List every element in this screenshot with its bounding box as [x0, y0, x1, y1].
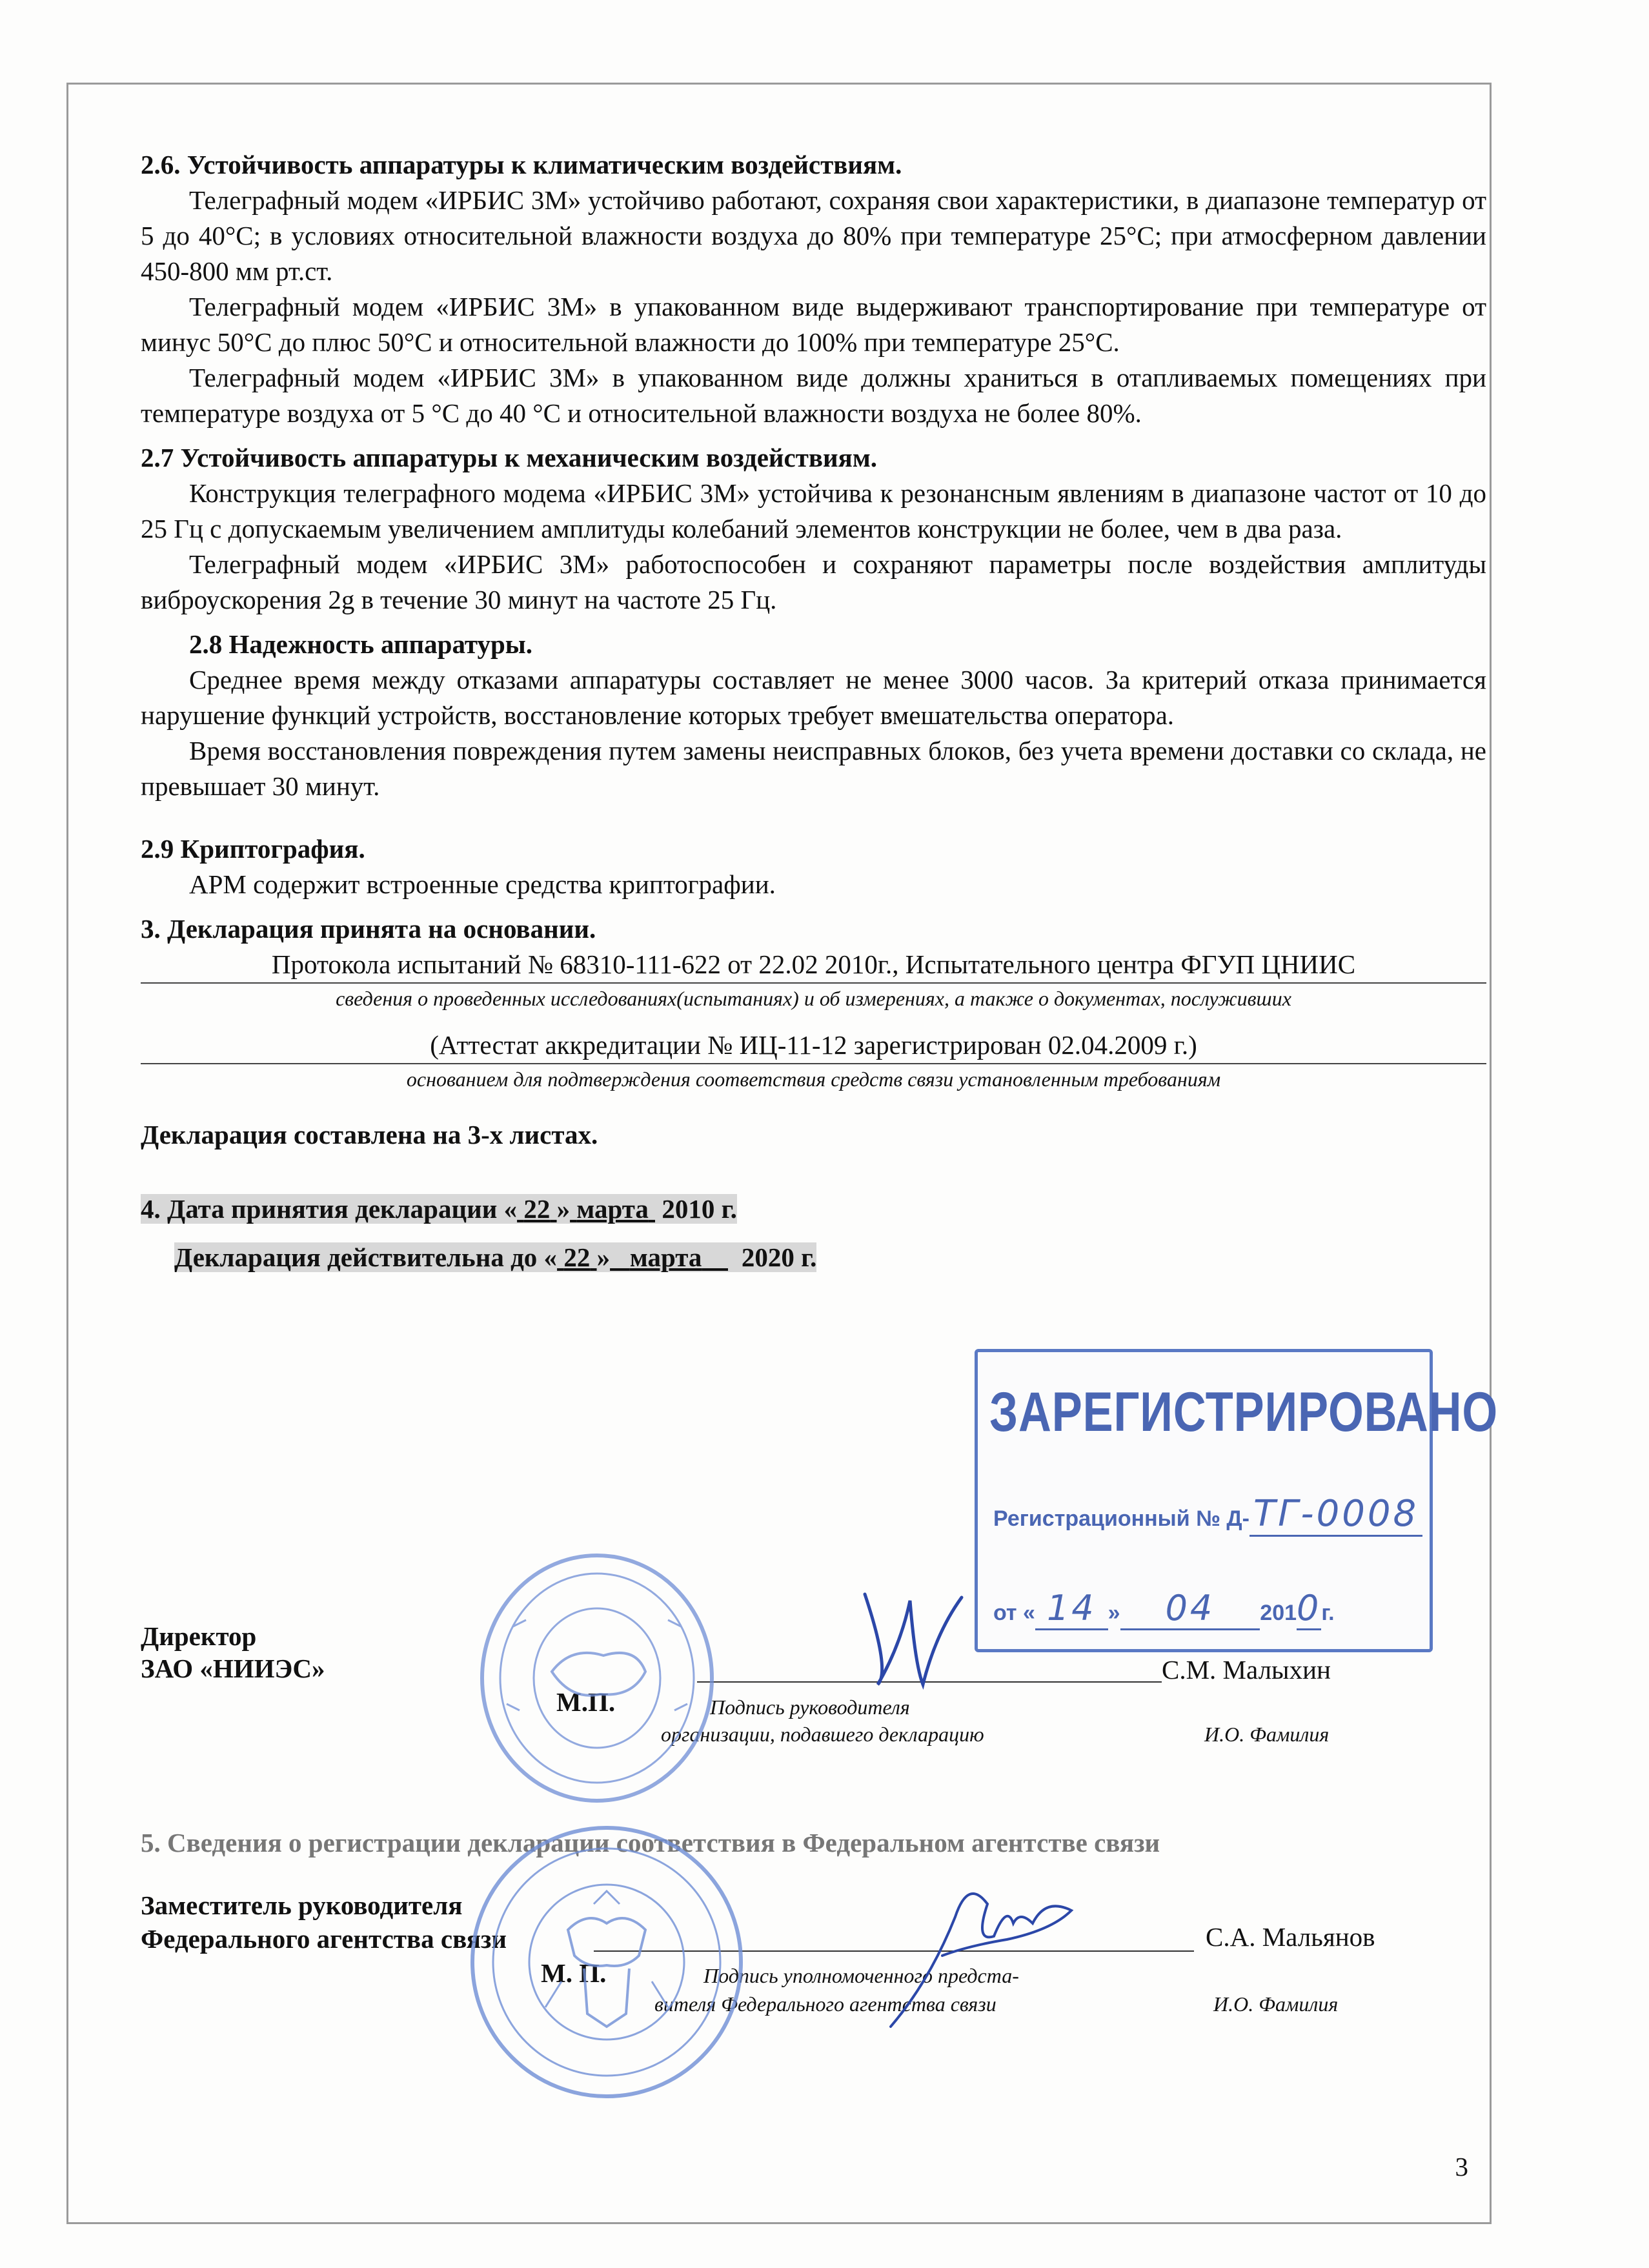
acceptance-date	[141, 1191, 1486, 1227]
deputy-signature-icon	[839, 1827, 1123, 2046]
registration-number: Регистрационный № Д- ТГ-0008	[993, 1493, 1422, 1535]
deputy-caption-1: Подпись уполномоченного предста-	[703, 1964, 1019, 1987]
deputy-title-line1: Заместитель руководителя	[141, 1890, 463, 1920]
paragraph-2-6-3: Телеграфный модем «ИРБИС 3М» в упакованном виде должны храниться в отапливаемых помещениях при температуре воздуха от 5 °С до 40 °С и относительной влажности воздуха не более 80%.	[141, 363, 1486, 428]
valid-mid: »	[596, 1242, 611, 1272]
deputy-caption-2: вителя Федерального агентства связи	[654, 1992, 996, 2016]
agency-seal-stamp	[465, 1820, 749, 2104]
acceptance-month: марта	[570, 1194, 655, 1224]
deputy-caption-name: И.О. Фамилия	[1213, 1992, 1339, 2016]
registration-stamp-title: ЗАРЕГИСТРИРОВАНО	[989, 1381, 1499, 1443]
deputy-mp: М. П.	[541, 1958, 607, 1988]
acceptance-date-prefix: 4. Дата принятия декларации «	[141, 1194, 518, 1224]
paragraph-2-8-1: Среднее время между отказами аппаратуры составляет не менее 3000 часов. За критерий отказа принимается нарушение функций устройств, восстановление которых требует вмешательства оператора.	[141, 665, 1486, 730]
accreditation-line: (Аттестат аккредитации № ИЦ-11-12 зарегистрирован 02.04.2009 г.)	[141, 1028, 1486, 1064]
registration-month: 04	[1120, 1588, 1260, 1630]
director-title-line1: Директор	[141, 1621, 257, 1651]
paragraph-2-7-1: Конструкция телеграфного модема «ИРБИС 3М» устойчива к резонансным явлениям в диапазоне частот от 10 до 25 Гц с допускаемым увеличением амплитуды колебаний элементов конструкции не более, чем в два раза.	[141, 478, 1486, 543]
valid-year: 2020 г.	[728, 1242, 816, 1272]
heading-2-8: 2.8 Надежность аппаратуры.	[189, 629, 533, 659]
heading-3: 3. Декларация принята на основании.	[141, 914, 596, 944]
director-name: С.М. Малыхин	[1162, 1655, 1331, 1685]
paragraph-2-9-1: АРМ содержит встроенные средства криптографии.	[189, 869, 776, 899]
director-signature-icon	[839, 1575, 994, 1704]
director-title	[141, 1620, 325, 1685]
company-seal-stamp	[474, 1549, 720, 1807]
valid-until	[141, 1240, 1486, 1275]
heading-5: 5. Сведения о регистрации декларации соответствия в Федеральном агентстве связи	[141, 1828, 1160, 1858]
valid-prefix: Декларация действительна до «	[174, 1242, 558, 1272]
valid-month: марта	[610, 1242, 728, 1272]
protocol-line: Протокола испытаний № 68310-111-622 от 22.02 2010г., Испытательного центра ФГУП ЦНИИС	[141, 947, 1486, 984]
acceptance-mid: »	[556, 1194, 571, 1224]
registration-year-digit: 0	[1297, 1588, 1321, 1630]
director-mp: М.П.	[556, 1687, 616, 1717]
registration-date: от « 14 » 04 2010г.	[993, 1588, 1335, 1628]
paragraph-2-7-2: Телеграфный модем «ИРБИС 3М» работоспособен и сохраняют параметры после воздействия амплитуды виброускорения 2g в течение 30 минут на частоте 25 Гц.	[141, 549, 1486, 614]
registration-stamp	[975, 1349, 1499, 1652]
heading-2-9: 2.9 Криптография.	[141, 834, 365, 864]
deputy-title	[141, 1888, 507, 1956]
director-caption-name: И.О. Фамилия	[1204, 1723, 1330, 1746]
heading-2-7: 2.7 Устойчивость аппаратуры к механическим воздействиям.	[141, 443, 878, 472]
page-number: 3	[1455, 2152, 1468, 2182]
protocol-caption: сведения о проведенных исследованиях(испытаниях) и об измерениях, а также о документах, послуживших	[336, 987, 1291, 1010]
paragraph-2-6-2: Телеграфный модем «ИРБИС 3М» в упакованном виде выдерживают транспортирование при температуре от минус 50°С до плюс 50°С и относительной влажности до 100% при температуре 25°С.	[141, 292, 1486, 357]
registration-number-value: ТГ-0008	[1249, 1493, 1422, 1537]
sheets-statement: Декларация составлена на 3-х листах.	[141, 1120, 598, 1149]
deputy-name: С.А. Мальянов	[1206, 1922, 1375, 1952]
acceptance-year: 2010 г.	[655, 1194, 737, 1224]
accreditation-caption: основанием для подтверждения соответствия средств связи установленным требованиям	[406, 1068, 1221, 1091]
paragraph-2-6-1: Телеграфный модем «ИРБИС 3М» устойчиво работают, сохраняя свои характеристики, в диапазоне температур от 5 до 40°С; в условиях относительной влажности воздуха до 80% при температуре 25°С; при атмосферном давлении 450-800 мм рт.ст.	[141, 185, 1486, 286]
paragraph-2-8-2: Время восстановления повреждения путем замены неисправных блоков, без учета времени доставки со склада, не превышает 30 минут.	[141, 736, 1486, 801]
acceptance-day: 22	[517, 1194, 557, 1224]
director-caption-2: организации, подавшего декларацию	[661, 1723, 984, 1746]
document-body	[141, 147, 1486, 1275]
registration-day: 14	[1035, 1588, 1108, 1630]
director-title-line2: ЗАО «НИИЭС»	[141, 1654, 325, 1683]
heading-2-6: 2.6. Устойчивость аппаратуры к климатическим воздействиям.	[141, 150, 902, 179]
valid-day: 22	[557, 1242, 597, 1272]
director-caption-1: Подпись руководителя	[710, 1696, 910, 1719]
deputy-title-line2: Федерального агентства связи	[141, 1924, 507, 1954]
